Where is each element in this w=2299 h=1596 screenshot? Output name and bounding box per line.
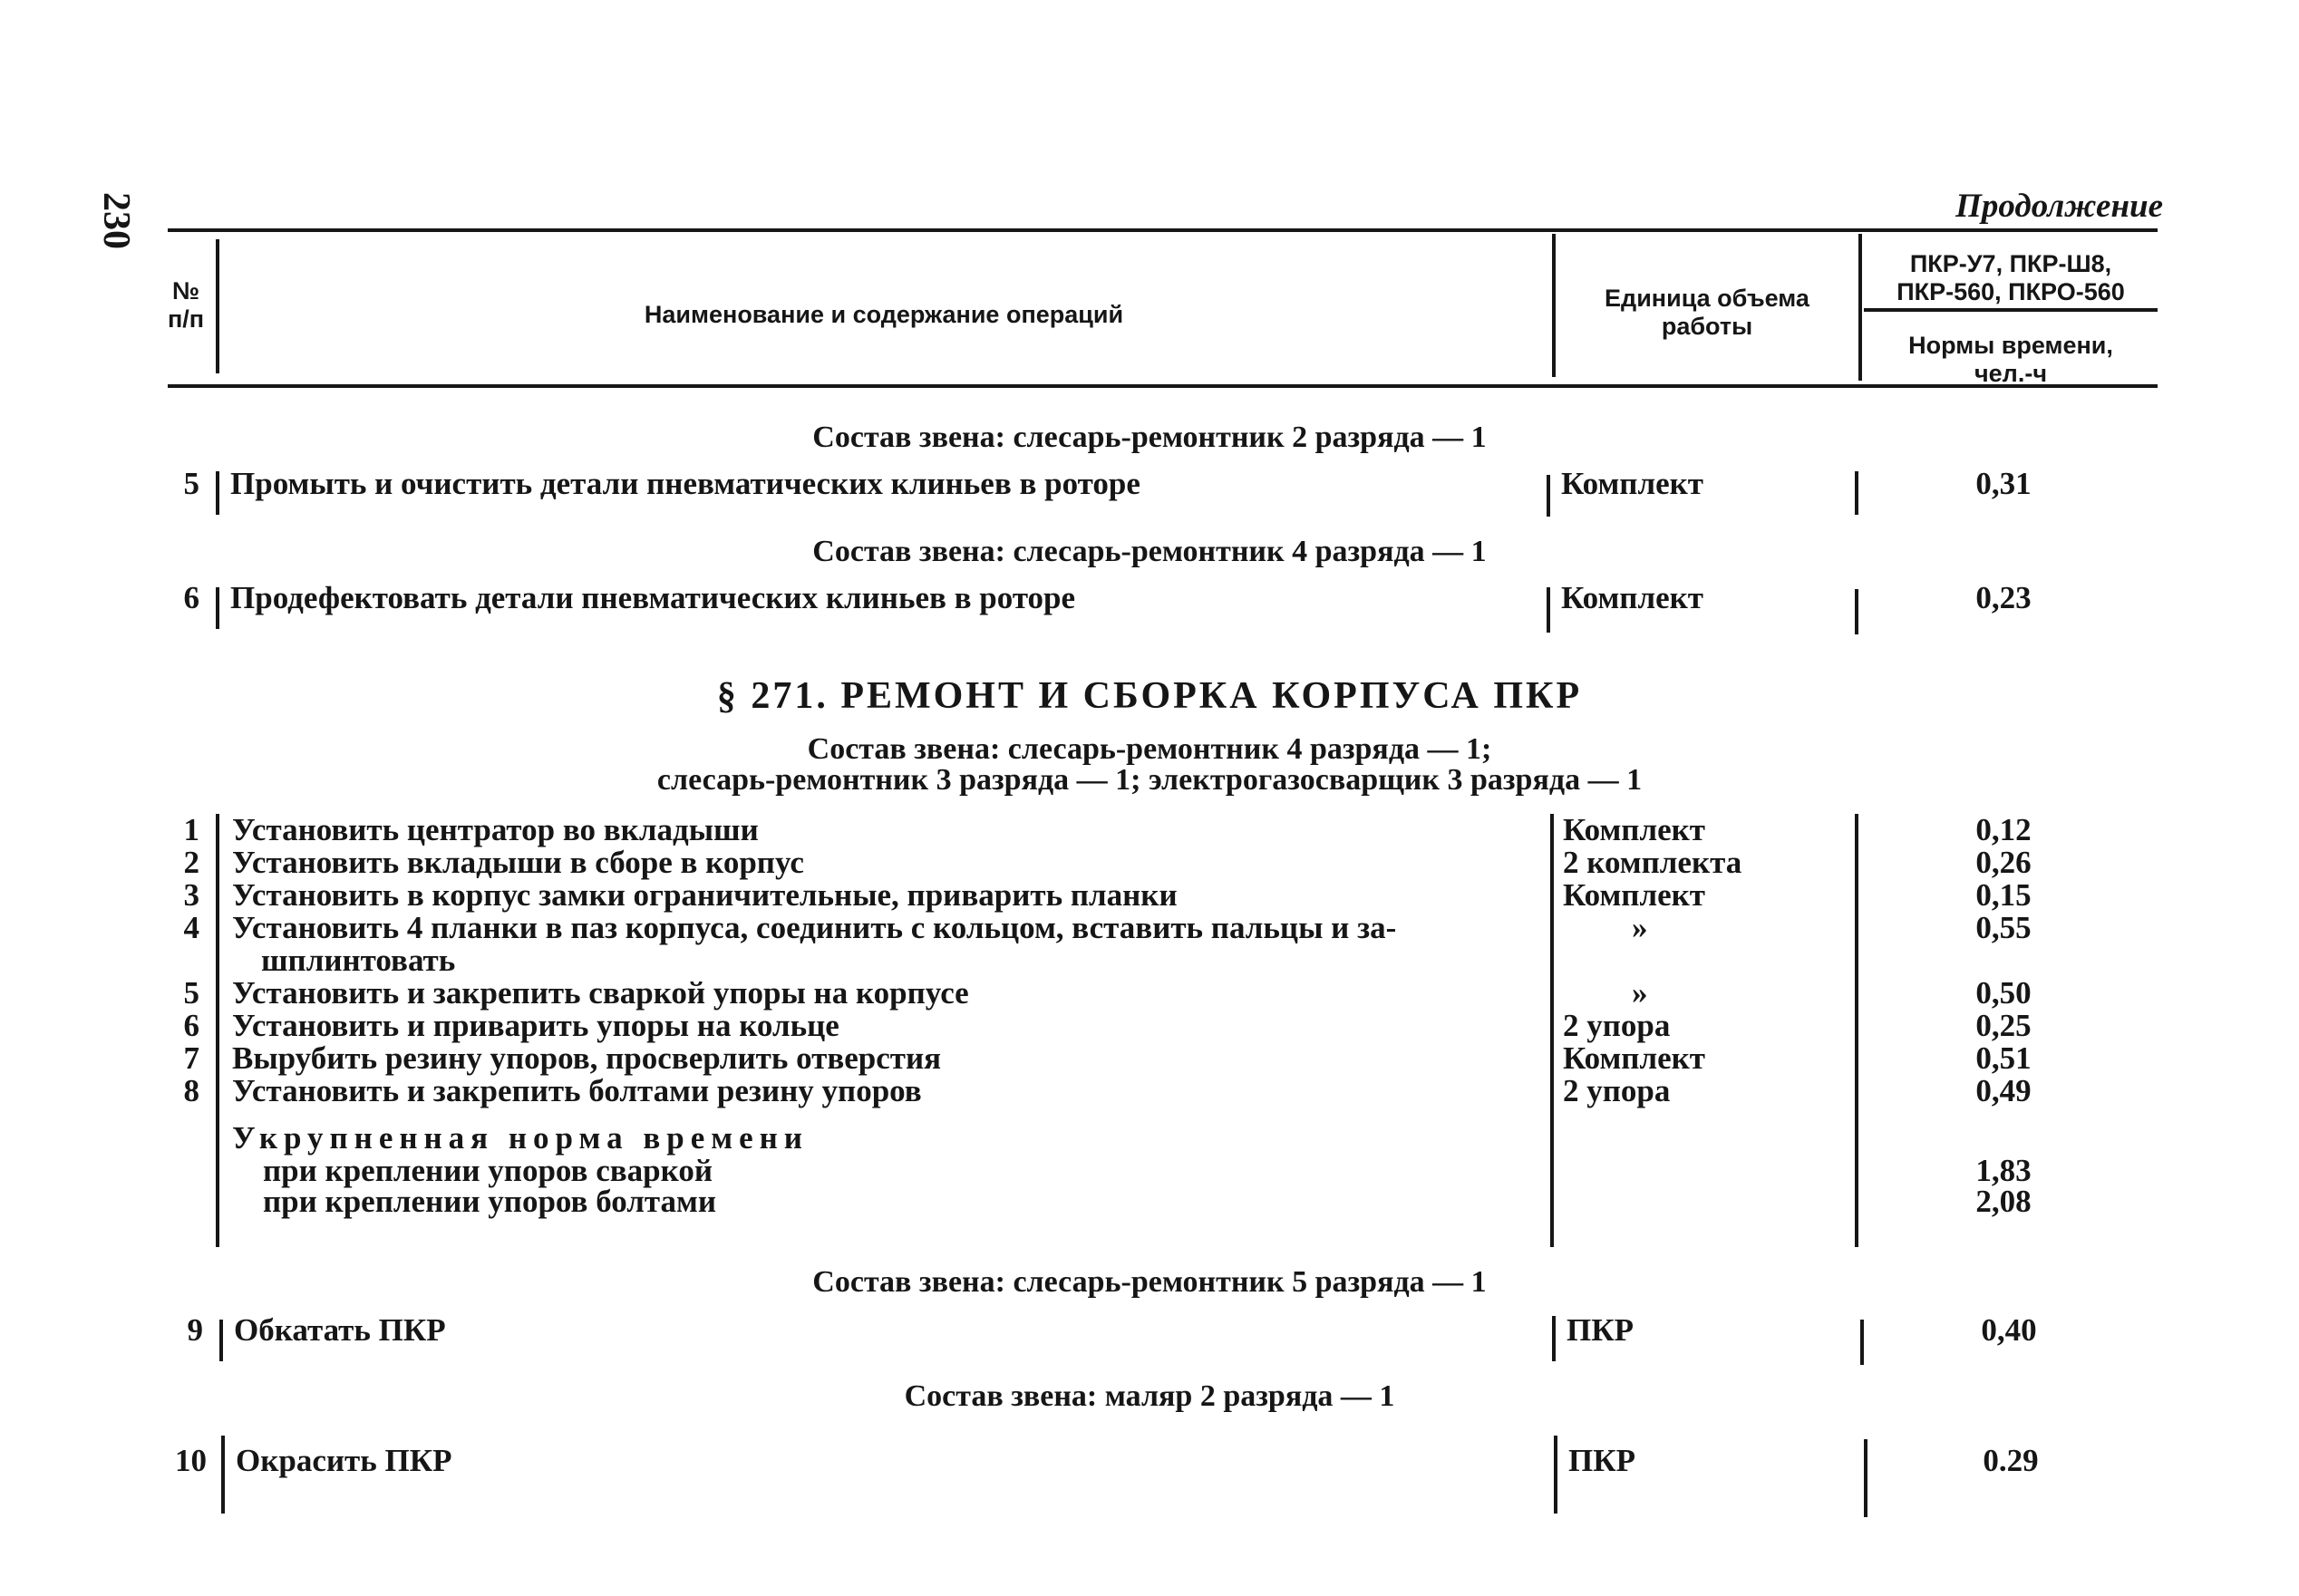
row-divider	[216, 587, 219, 629]
operation-text: Установить и приварить упоры на кольце	[232, 1008, 839, 1043]
row-divider	[221, 1436, 225, 1514]
norm-value: 0.29	[1983, 1443, 2039, 1478]
header-divider-1	[216, 239, 219, 373]
block-divider-3	[1855, 814, 1858, 1247]
row-divider	[1864, 1439, 1867, 1517]
operation-text: Обкатать ПКР	[234, 1312, 446, 1348]
row-divider	[1855, 471, 1858, 515]
enlarged-norm-title: Укрупненная норма времени	[232, 1120, 809, 1156]
block-divider-1	[216, 814, 219, 1247]
operation-text: Установить и закрепить болтами резину упоров	[232, 1073, 922, 1108]
operation-text: Вырубить резину упоров, просверлить отверстия	[232, 1040, 942, 1076]
norm-value: 0,49	[1975, 1073, 2032, 1108]
norm-value: 0,23	[1975, 580, 2032, 615]
row-number: 2	[183, 845, 199, 880]
unit-text: Комплект	[1563, 1040, 1706, 1076]
enlarged-norm-welding-label: при креплении упоров сваркой	[263, 1153, 713, 1188]
unit-text: 2 упора	[1563, 1008, 1671, 1043]
header-col-unit: Единица объема работы	[1605, 285, 1809, 340]
norm-value: 0,15	[1975, 877, 2032, 913]
header-col-name: Наименование и содержание операций	[644, 301, 1124, 328]
header-col-norms: Нормы времени, чел.-ч	[1908, 332, 2113, 387]
row-number: 6	[183, 1008, 199, 1043]
crew-composition: слесарь-ремонтник 3 разряда — 1; электрогазосварщик 3 разряда — 1	[656, 763, 1643, 797]
norm-value: 0,12	[1975, 812, 2032, 847]
operation-text: Окрасить ПКР	[236, 1443, 452, 1478]
row-number: 10	[175, 1443, 207, 1478]
row-divider	[1547, 587, 1550, 633]
unit-text: Комплект	[1561, 580, 1704, 615]
norm-value: 0,50	[1975, 975, 2032, 1011]
unit-text: 2 комплекта	[1563, 845, 1742, 880]
row-number: 9	[187, 1312, 203, 1348]
enlarged-norm-bolts-value: 2,08	[1975, 1184, 2032, 1219]
operation-text: Установить в корпус замки ограничительные, приварить планки	[232, 877, 1178, 913]
header-col-models: ПКР-У7, ПКР-Ш8, ПКР-560, ПКРО-560	[1896, 250, 2125, 305]
operation-text: Установить вкладыши в сборе в корпус	[232, 845, 804, 880]
header-top-rule	[168, 228, 2158, 232]
operation-text: Продефектовать детали пневматических клиньев в роторе	[230, 580, 1076, 615]
operation-text: Установить и закрепить сваркой упоры на корпусе	[232, 975, 969, 1011]
norm-value: 0,51	[1975, 1040, 2032, 1076]
unit-text: 2 упора	[1563, 1073, 1671, 1108]
row-number: 6	[183, 580, 199, 615]
operation-text: Промыть и очистить детали пневматических клиньев в роторе	[230, 466, 1140, 501]
header-bottom-rule	[168, 384, 2158, 388]
unit-text: Комплект	[1561, 466, 1704, 501]
section-title: § 271. РЕМОНТ И СБОРКА КОРПУСА ПКР	[716, 675, 1583, 717]
enlarged-norm-bolts-label: при креплении упоров болтами	[263, 1184, 717, 1219]
crew-composition: Состав звена: слесарь-ремонтник 2 разряда — 1	[812, 421, 1487, 454]
header-divider-3	[1858, 234, 1862, 381]
unit-text: Комплект	[1563, 812, 1706, 847]
row-divider	[1554, 1436, 1557, 1514]
row-divider	[1547, 475, 1550, 517]
row-number: 1	[183, 812, 199, 847]
operation-text-continuation: шплинтовать	[261, 943, 456, 978]
row-number: 3	[183, 877, 199, 913]
unit-text: Комплект	[1563, 877, 1706, 913]
row-divider	[1552, 1316, 1556, 1361]
crew-composition: Состав звена: слесарь-ремонтник 5 разряда — 1	[812, 1265, 1487, 1299]
operation-text: Установить 4 планки в паз корпуса, соединить с кольцом, вставить пальцы и за-	[232, 910, 1397, 945]
continuation-label: Продолжение	[1955, 188, 2163, 225]
row-divider	[1855, 589, 1858, 634]
row-number: 8	[183, 1073, 199, 1108]
header-col-num: № п/п	[167, 277, 205, 333]
header-divider-2	[1552, 234, 1556, 377]
row-number: 4	[183, 910, 199, 945]
header-sub-rule	[1864, 308, 2158, 312]
unit-text: »	[1632, 910, 1648, 945]
row-divider	[216, 471, 219, 515]
norm-value: 0,26	[1975, 845, 2032, 880]
crew-composition: Состав звена: слесарь-ремонтник 4 разряда — 1	[812, 535, 1487, 568]
unit-text: ПКР	[1567, 1312, 1634, 1348]
row-number: 5	[183, 975, 199, 1011]
norm-value: 0,25	[1975, 1008, 2032, 1043]
norm-value: 0,40	[1981, 1312, 2037, 1348]
row-number: 7	[183, 1040, 199, 1076]
page-number: 230	[95, 192, 137, 249]
unit-text: ПКР	[1568, 1443, 1635, 1478]
block-divider-2	[1550, 814, 1554, 1247]
unit-text: »	[1632, 975, 1648, 1011]
operation-text: Установить центратор во вкладыши	[232, 812, 759, 847]
row-divider	[1860, 1320, 1864, 1365]
norm-value: 0,31	[1975, 466, 2032, 501]
enlarged-norm-welding-value: 1,83	[1975, 1153, 2032, 1188]
row-divider	[219, 1320, 223, 1361]
crew-composition: Состав звена: маляр 2 разряда — 1	[904, 1379, 1395, 1413]
crew-composition: Состав звена: слесарь-ремонтник 4 разряда — 1;	[807, 732, 1492, 766]
norm-value: 0,55	[1975, 910, 2032, 945]
row-number: 5	[183, 466, 199, 501]
